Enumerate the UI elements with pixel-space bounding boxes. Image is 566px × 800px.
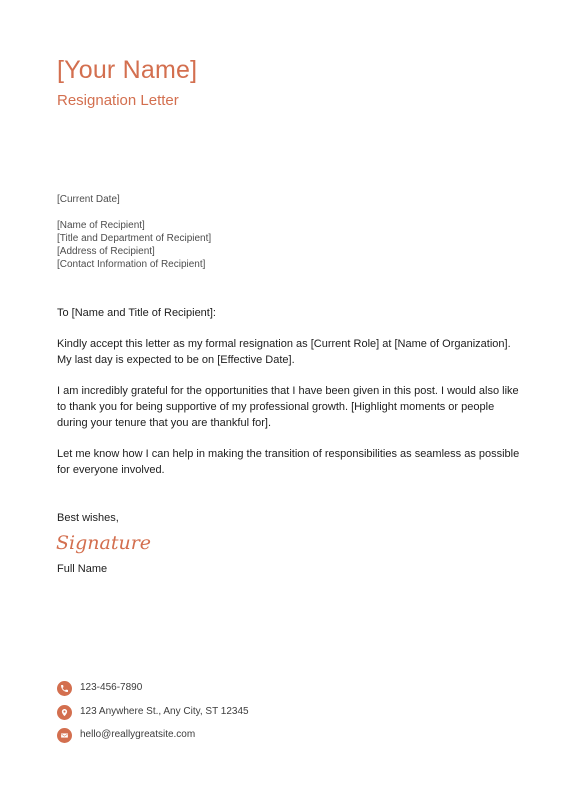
closing: Best wishes, bbox=[57, 512, 119, 524]
phone-number: 123-456-7890 bbox=[80, 682, 143, 693]
sender-name: [Your Name] bbox=[57, 56, 198, 84]
recipient-name: [Name of Recipient] bbox=[57, 220, 145, 231]
transition-paragraph: Let me know how I can help in making the transition of responsibilities as seamless as possible for everyone involved. bbox=[57, 448, 520, 476]
recipient-address: [Address of Recipient] bbox=[57, 246, 155, 257]
location-pin-icon bbox=[57, 705, 72, 720]
email-address: hello@reallygreatsite.com bbox=[80, 729, 196, 740]
phone-contact-row bbox=[57, 680, 142, 696]
current-date: [Current Date] bbox=[57, 194, 120, 205]
resignation-paragraph: Kindly accept this letter as my formal resignation as [Current Role] at [Name of Organization]. My last day is expected to be on [Effective Date]. bbox=[57, 338, 511, 366]
signature-mark bbox=[56, 532, 152, 558]
mail-icon bbox=[57, 728, 72, 743]
email-contact-row bbox=[57, 727, 195, 743]
document-subtitle: Resignation Letter bbox=[57, 92, 179, 109]
address-contact-row bbox=[57, 704, 249, 720]
recipient-contact-information: [Contact Information of Recipient] bbox=[57, 259, 206, 270]
signature-text: Signature bbox=[56, 532, 152, 554]
full-name: Full Name bbox=[57, 563, 108, 575]
postal-address: 123 Anywhere St., Any City, ST 12345 bbox=[80, 706, 249, 717]
phone-icon bbox=[57, 681, 72, 696]
gratitude-paragraph: I am incredibly grateful for the opportunities that I have been given in this post. I would also like to thank you for being supportive of my professional growth. [Highlight moments or people during your tenure that you are thankful for]. bbox=[57, 385, 519, 429]
recipient-title-department: [Title and Department of Recipient] bbox=[57, 233, 212, 244]
salutation: To [Name and Title of Recipient]: bbox=[57, 307, 216, 319]
